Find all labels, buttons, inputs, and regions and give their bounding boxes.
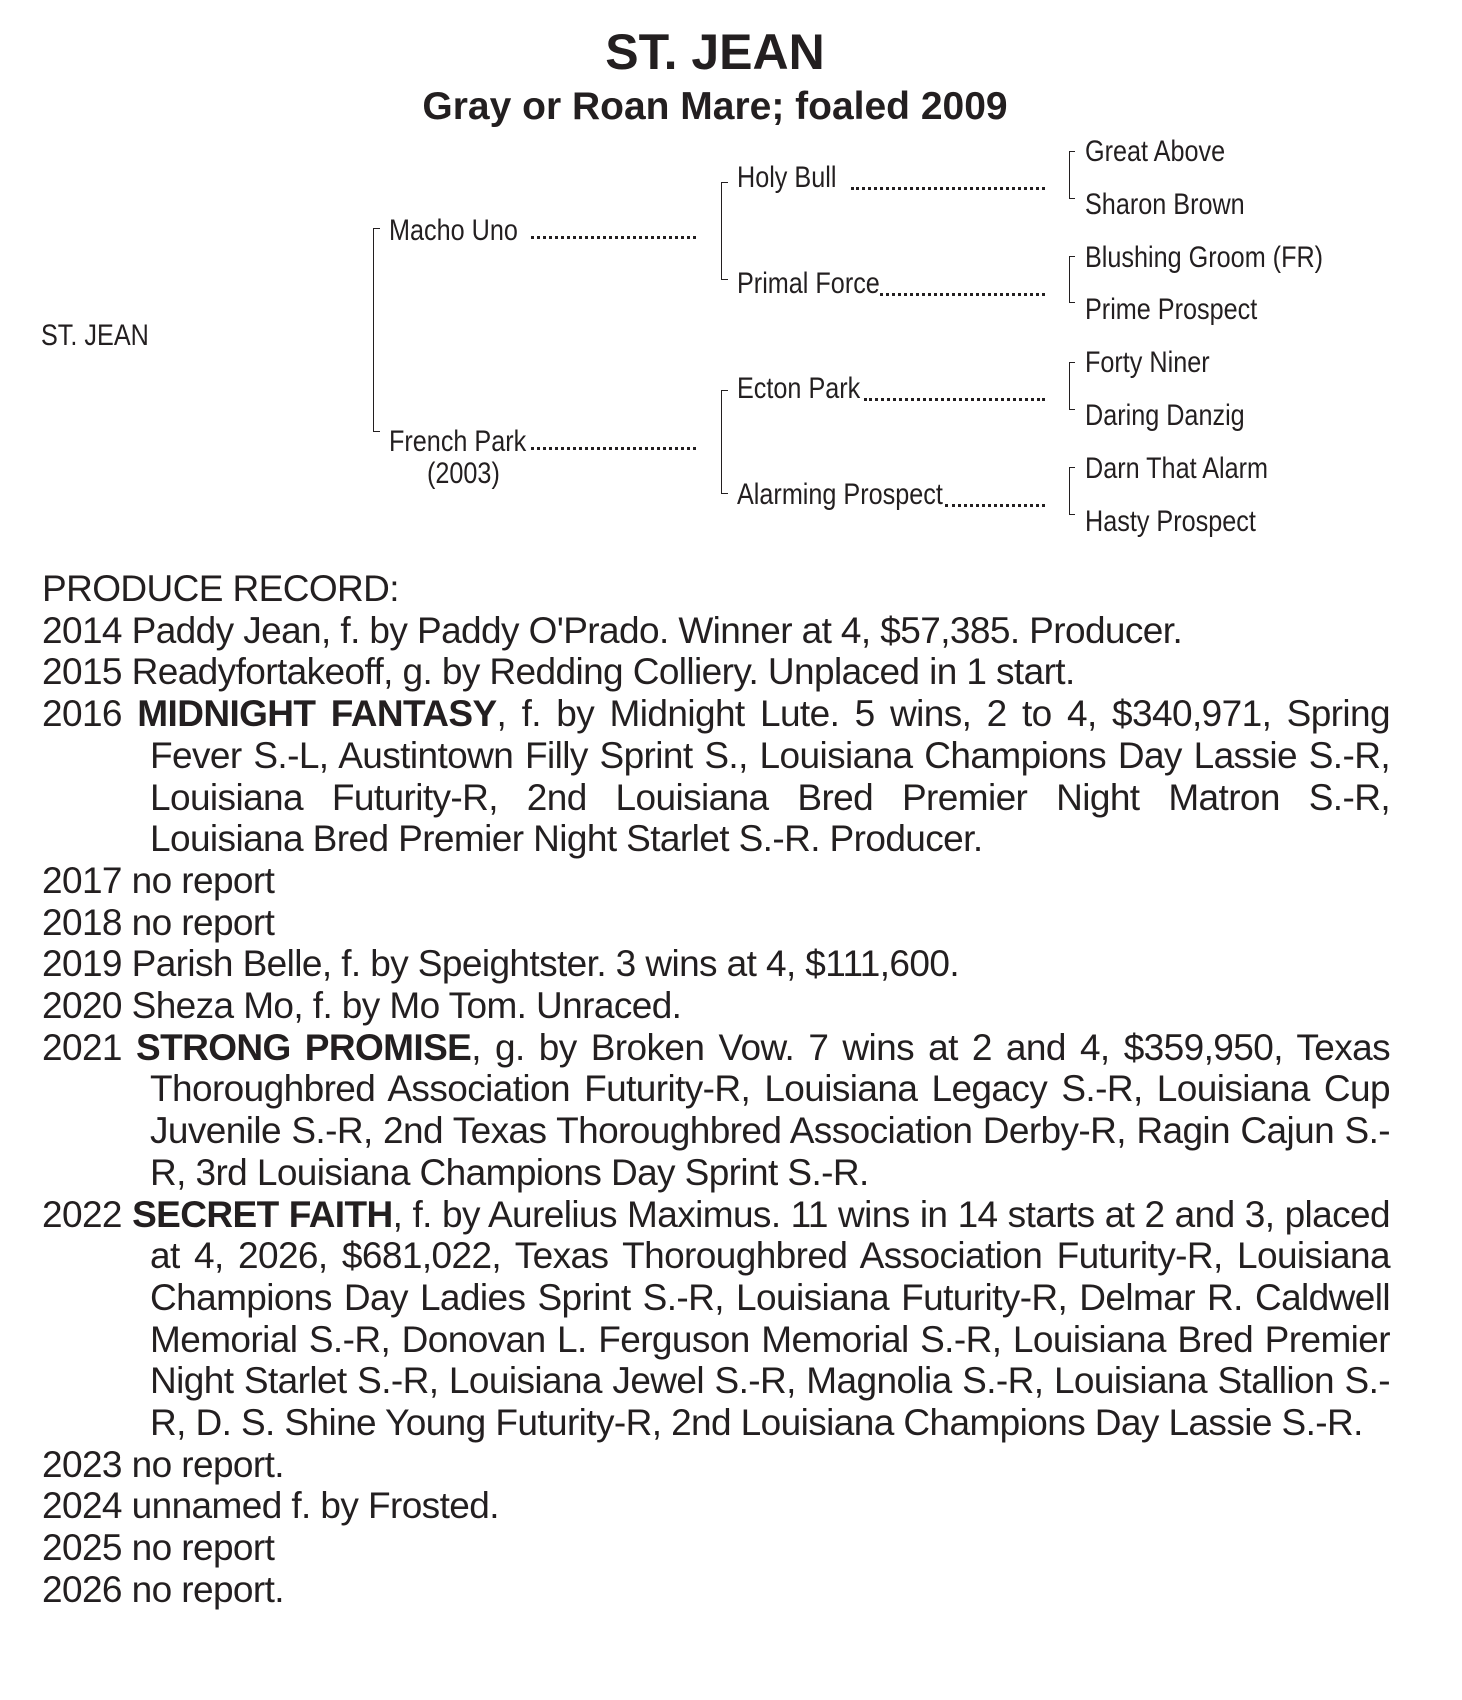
entry-text: no report. — [131, 1568, 284, 1610]
bracket-line — [721, 493, 728, 494]
bracket-line — [721, 182, 728, 183]
pedigree-dam: French Park — [389, 425, 527, 458]
bracket-line — [1069, 514, 1075, 515]
entry-text: Readyfortakeoff, g. by Redding Colliery. Unplaced in 1 start. — [131, 651, 1075, 693]
pedigree-great-grandparent: Sharon Brown — [1085, 188, 1245, 221]
pedigree-great-grandparent: Hasty Prospect — [1085, 505, 1256, 538]
bracket-line — [1069, 409, 1075, 410]
pedigree-great-grandparent: Blushing Groom (FR) — [1085, 241, 1324, 274]
bracket-line — [721, 390, 722, 494]
bracket-line — [721, 390, 728, 391]
produce-record — [42, 568, 1390, 1611]
pedigree-dam-sire: Ecton Park — [737, 372, 861, 405]
produce-entry — [42, 1569, 1390, 1611]
pedigree-great-grandparent: Prime Prospect — [1085, 293, 1258, 326]
pedigree-dam-dam: Alarming Prospect — [737, 478, 943, 511]
produce-entry — [42, 1485, 1390, 1527]
bracket-line — [373, 431, 380, 432]
bracket-line — [1069, 151, 1075, 152]
entry-text: no report — [131, 1527, 275, 1569]
entry-year: 2026 — [42, 1568, 122, 1610]
entry-text: no report. — [131, 1443, 284, 1485]
entry-text: no report — [131, 859, 275, 901]
page-title: ST. JEAN — [605, 24, 825, 80]
entry-year: 2018 — [42, 901, 122, 943]
produce-entry — [42, 610, 1390, 652]
bracket-line — [1069, 362, 1075, 363]
produce-entry — [42, 1444, 1390, 1486]
produce-entry — [42, 943, 1390, 985]
bracket-line — [373, 228, 380, 229]
entry-text: Paddy Jean, f. by Paddy O'Prado. Winner at 4, $57,385. Producer. — [131, 609, 1183, 651]
dot-leader — [531, 447, 696, 450]
entry-year: 2025 — [42, 1527, 122, 1569]
dot-leader — [864, 398, 1045, 401]
bracket-line — [1069, 467, 1075, 468]
pedigree-great-grandparent: Daring Danzig — [1085, 399, 1245, 432]
produce-heading: PRODUCE RECORD: — [42, 568, 399, 609]
page-subtitle: Gray or Roan Mare; foaled 2009 — [422, 85, 1008, 128]
bracket-line — [721, 279, 728, 280]
entry-text: , f. by Midnight Lute. 5 wins, 2 to 4, $340,971, Spring Fever S.-L, Austintown Filly Sprint S., Louisiana Champions Day Lassie S.-R, Louisiana Futurity-R, 2nd Louisiana Bred Premier Night Matron S.-R, Louisiana Bred Premier Night Starlet S.-R. Producer. — [150, 693, 1390, 860]
bracket-line — [1069, 198, 1075, 199]
dot-leader — [851, 187, 1045, 190]
produce-entry — [42, 985, 1390, 1027]
produce-entry — [42, 1194, 1390, 1444]
pedigree-great-grandparent: Darn That Alarm — [1085, 452, 1269, 485]
pedigree-sire-dam: Primal Force — [737, 267, 880, 300]
entry-text: no report — [131, 901, 275, 943]
entry-year: 2024 — [42, 1485, 122, 1527]
entry-text: Sheza Mo, f. by Mo Tom. Unraced. — [131, 985, 682, 1027]
entry-year: 2020 — [42, 985, 122, 1027]
entry-year: 2022 — [42, 1193, 122, 1235]
entry-text: unnamed f. by Frosted. — [131, 1485, 499, 1527]
dot-leader — [531, 236, 696, 239]
produce-entry — [42, 1027, 1390, 1194]
pedigree-sire: Macho Uno — [389, 214, 518, 247]
entry-name: STRONG PROMISE — [136, 1026, 472, 1068]
entry-year: 2015 — [42, 651, 122, 693]
entry-year: 2017 — [42, 859, 122, 901]
bracket-line — [1069, 302, 1075, 303]
entry-year: 2021 — [42, 1026, 122, 1068]
entry-name: MIDNIGHT FANTASY — [137, 693, 497, 735]
produce-entry — [42, 902, 1390, 944]
bracket-line — [1069, 256, 1075, 257]
entry-year: 2014 — [42, 609, 122, 651]
dot-leader — [880, 293, 1045, 296]
entry-name: SECRET FAITH — [132, 1193, 393, 1235]
bracket-line — [1069, 256, 1070, 303]
pedigree-sire-sire: Holy Bull — [737, 161, 837, 194]
produce-entry — [42, 1527, 1390, 1569]
produce-entry — [42, 651, 1390, 693]
entry-year: 2023 — [42, 1443, 122, 1485]
entry-text: , g. by Broken Vow. 7 wins at 2 and 4, $359,950, Texas Thoroughbred Association Futurity-R, Louisiana Legacy S.-R, Louisiana Cup Juvenile S.-R, 2nd Texas Thoroughbred Association Derby-R, Ragin Cajun S.-R, 3rd Louisiana Champions Day Sprint S.-R. — [150, 1026, 1390, 1193]
bracket-line — [721, 182, 722, 280]
bracket-line — [1069, 362, 1070, 410]
bracket-line — [1069, 151, 1070, 199]
pedigree-dam-year: (2003) — [427, 457, 500, 490]
bracket-line — [373, 228, 374, 432]
pedigree-great-grandparent: Great Above — [1085, 135, 1226, 168]
produce-entry — [42, 860, 1390, 902]
pedigree-subject: ST. JEAN — [41, 319, 149, 352]
entry-text: , f. by Aurelius Maximus. 11 wins in 14 starts at 2 and 3, placed at 4, 2026, $681,022, Texas Thoroughbred Association Futurity-R, Louisiana Champions Day Ladies Sprint S.-R, Louisiana Futurity-R, Delmar R. Caldwell Memorial S.-R, Donovan L. Ferguson Memorial S.-R, Louisiana Bred Premier Night Starlet S.-R, Louisiana Jewel S.-R, Magnolia S.-R, Louisiana Stallion S.-R, D. S. Shine Young Futurity-R, 2nd Louisiana Champions Day Lassie S.-R. — [150, 1193, 1390, 1444]
dot-leader — [945, 504, 1045, 507]
pedigree-great-grandparent: Forty Niner — [1085, 346, 1210, 379]
entry-year: 2016 — [42, 693, 122, 735]
entry-text: Parish Belle, f. by Speightster. 3 wins at 4, $111,600. — [131, 943, 960, 985]
bracket-line — [1069, 467, 1070, 515]
entry-year: 2019 — [42, 943, 122, 985]
produce-entry — [42, 693, 1390, 860]
